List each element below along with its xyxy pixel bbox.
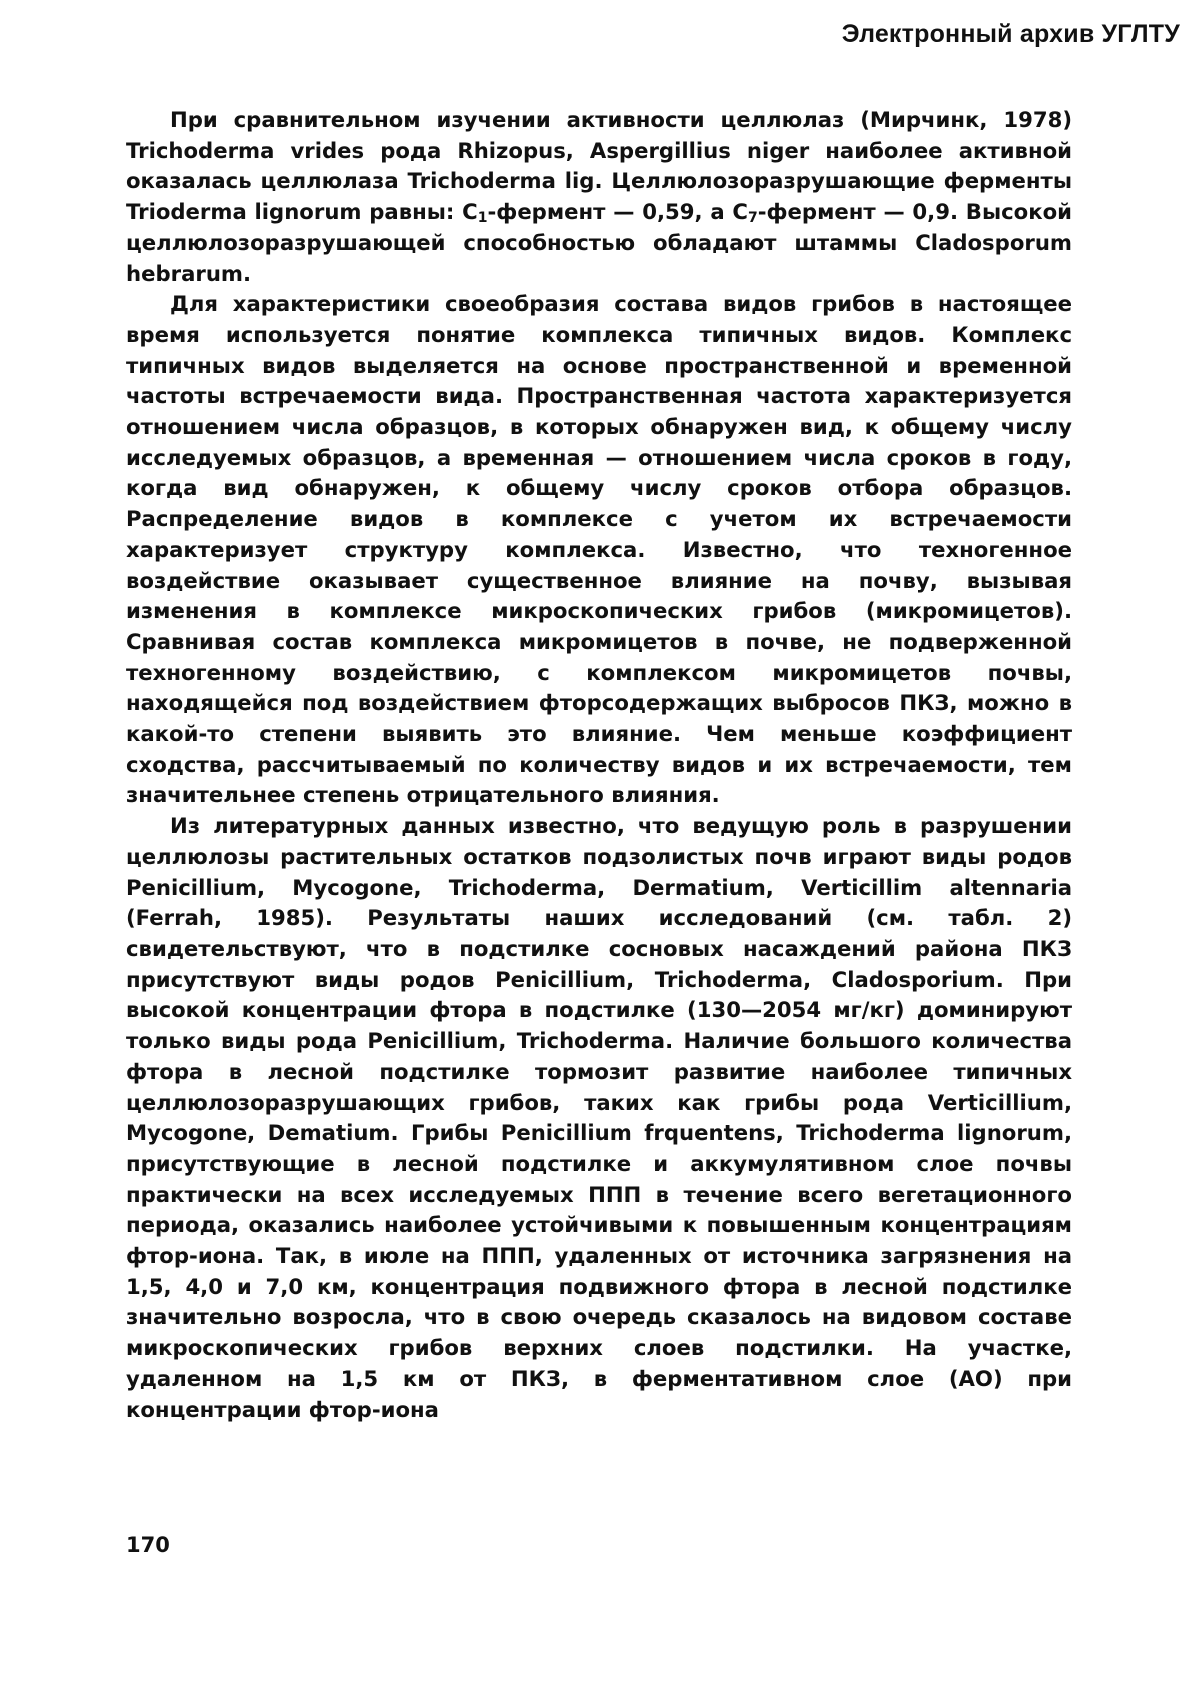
subscript-1: 1 (477, 210, 488, 227)
page-number: 170 (126, 1533, 170, 1557)
archive-header: Электронный архив УГЛТУ (841, 20, 1180, 48)
paragraph-1 (126, 105, 1072, 289)
subscript-7: 7 (747, 210, 758, 227)
paragraph-1-part-2: -фермент — 0,59, а С (487, 199, 748, 225)
paragraph-3: Из литературных данных известно, что ведущую роль в разрушении целлюлозы растительных остатков подзолистых почв играют виды родов Penicillium, Mycogone, Trichoderma, Dermatium, Verticillim altennaria (Ferrah, 1985). Результаты наших исследований (см. табл. 2) свидетельствуют, что в подстилке сосновых насаждений района ПКЗ присутствуют виды родов Penicillium, Trichoderma, Cladosporium. При высокой концентрации фтора в подстилке (130—2054 мг/кг) доминируют только виды рода Penicillium, Trichoderma. Наличие большого количества фтора в лесной подстилке тормозит развитие наиболее типичных целлюлозоразрушающих грибов, таких как грибы рода Verticillium, Mycogone, Dematium. Грибы Penicillium frquentens, Trichoderma lignorum, присутствующие в лесной подстилке и аккумулятивном слое почвы практически на всех исследуемых ППП в течение всего вегетационного периода, оказались наиболее устойчивыми к повышенным концентрациям фтор-иона. Так, в июле на ППП, удаленных от источника загрязнения на 1,5, 4,0 и 7,0 км, концентрация подвижного фтора в лесной подстилке значительно возросла, что в свою очередь сказалось на видовом составе микроскопических грибов верхних слоев подстилки. На участке, удаленном на 1,5 км от ПКЗ, в ферментативном слое (АО) при концентрации фтор-иона (126, 813, 1072, 1422)
paragraph-1-part-3: -фермент — 0,9. Высокой целлюлозоразрушающей способностью обладают штаммы Cladosporum hebrarum. (126, 199, 1073, 286)
document-body (126, 105, 1072, 1425)
paragraph-1-part-1: При сравнительном изучении активности целлюлаз (Мирчинк, 1978) Trichoderma vrides рода Rhizopus, Aspergillius niger наиболее активной оказалась целлюлаза Trichoderma lig. Целлюлозоразрушающие ферменты Trioderma lignorum равны: С (126, 107, 1072, 225)
paragraph-2: Для характеристики своеобразия состава видов грибов в настоящее время используется понятие комплекса типичных видов. Комплекс типичных видов выделяется на основе пространственной и временной частоты встречаемости вида. Пространственная частота характеризуется отношением числа образцов, в которых обнаружен вид, к общему числу исследуемых образцов, а временная — отношением числа сроков в году, когда вид обнаружен, к общему числу сроков отбора образцов. Распределение видов в комплексе с учетом их встречаемости характеризует структуру комплекса. Известно, что техногенное воздействие оказывает существенное влияние на почву, вызывая изменения в комплексе микроскопических грибов (микромицетов). Сравнивая состав комплекса микромицетов в почве, не подверженной техногенному воздействию, с комплексом микромицетов почвы, находящейся под воздействием фторсодержащих выбросов ПКЗ, можно в какой-то степени выявить это влияние. Чем меньше коэффициент сходства, рассчитываемый по количеству видов и их встречаемости, тем значительнее степень отрицательного влияния. (126, 291, 1072, 808)
